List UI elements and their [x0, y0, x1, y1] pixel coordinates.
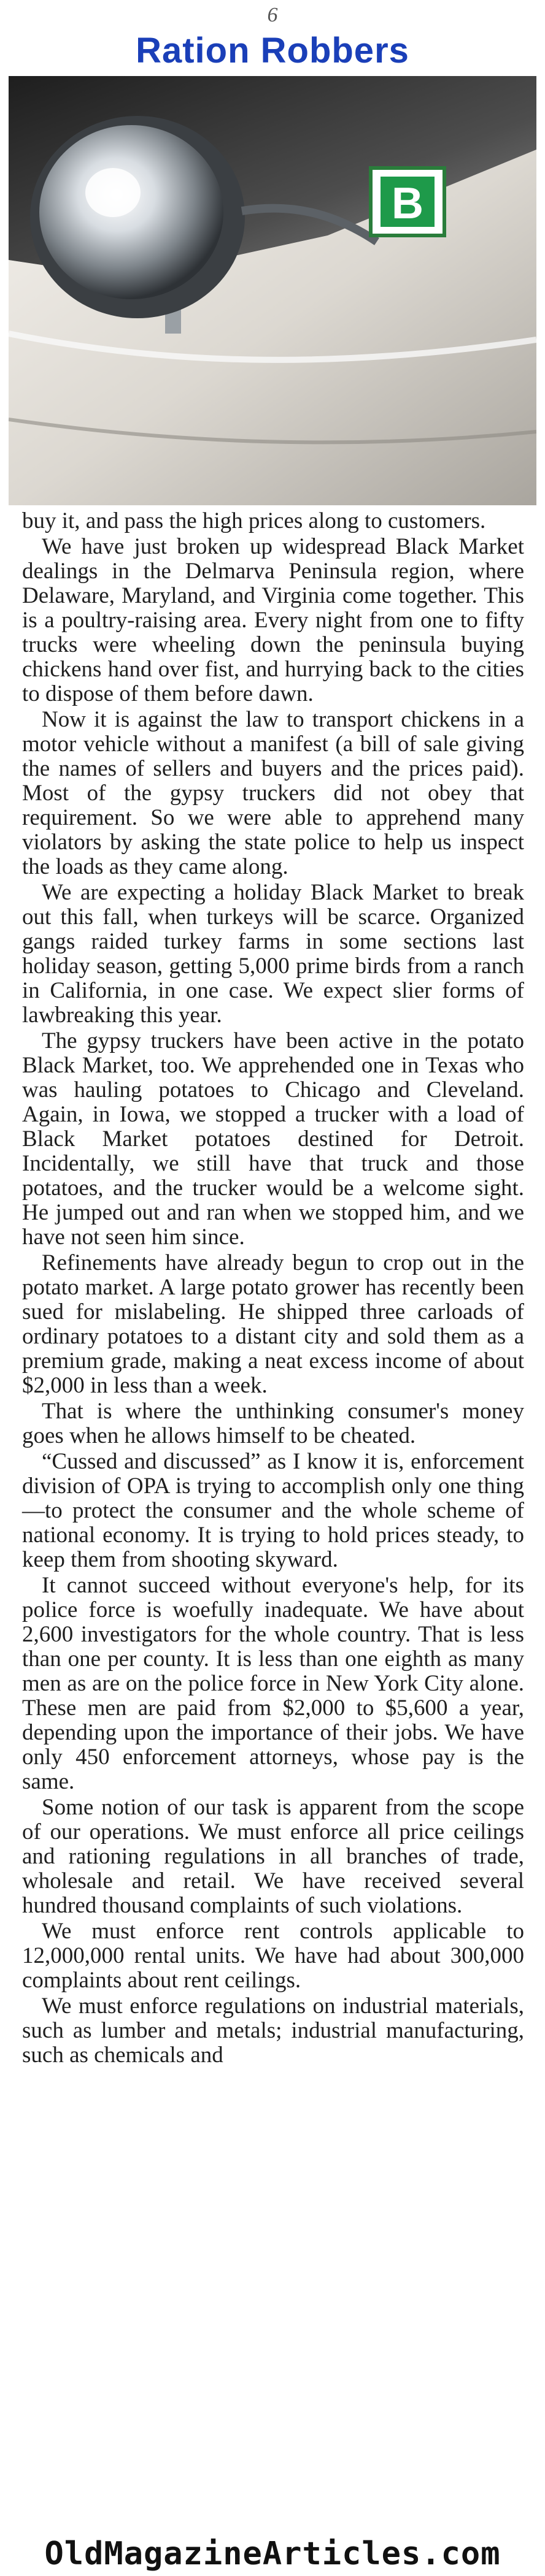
- article-paragraph: “Cussed and discussed” as I know it is, enforcement division of OPA is trying to accomplish only one thing—to protect the consumer and the whole scheme of national economy. It is trying to hold prices steady, to keep them from shooting skyward.: [22, 1449, 524, 1572]
- photo-illustration: [9, 76, 536, 505]
- page-number: 6: [267, 4, 278, 26]
- article-body: [22, 509, 524, 2069]
- article-paragraph: The gypsy truckers have been active in the potato Black Market, too. We apprehended one in Texas who was hauling potatoes to Chicago and Cleveland. Again, in Iowa, we stopped a trucker with a load of Black Market potatoes destined for Detroit. Incidentally, we still have that truck and those potatoes, and the trucker would be a welcome sight. He jumped out and ran when we stopped him, and we have not seen him since.: [22, 1028, 524, 1250]
- car-headlight-photo: [9, 76, 536, 505]
- article-paragraph: buy it, and pass the high prices along to customers.: [22, 508, 486, 533]
- sticker-letter: B: [392, 179, 423, 228]
- lamp-lens: [39, 125, 223, 299]
- article-paragraph: Some notion of our task is apparent from the scope of our operations. We must enforce all price ceilings and rationing regulations in all branches of trade, wholesale and retail. We have received several hundred thousand complaints of such violations.: [22, 1795, 524, 1918]
- article-paragraph: We must enforce regulations on industrial materials, such as lumber and metals; industrial manufacturing, such as chemicals and: [22, 1993, 524, 2068]
- site-footer[interactable]: OldMagazineArticles.com: [44, 2536, 501, 2572]
- article-paragraph: Now it is against the law to transport chickens in a motor vehicle without a manifest (a bill of sale giving the names of sellers and buyers and the prices paid). Most of the gypsy truckers did not obey that requirement. So we were able to apprehend many violators by asking the state police to help us inspect the loads as they came along.: [22, 707, 524, 879]
- article-paragraph: It cannot succeed without everyone's help, for its police force is woefully inadequate. We have about 2,600 investigators for the whole country. That is less than one per county. It is less than one eighth as many men as are on the police force in New York City alone. These men are paid from $2,000 to $5,600 a year, depending upon the importance of their jobs. We have only 450 enforcement attorneys, whose pay is the same.: [22, 1573, 524, 1794]
- article-paragraph: Refinements have already begun to crop out in the potato market. A large potato grower has recently been sued for mislabeling. He shipped three carloads of ordinary potatoes to a distant city and sold them as a premium grade, making a neat excess income of about $2,000 in less than a week.: [22, 1250, 524, 1398]
- article-paragraph: We must enforce rent controls applicable to 12,000,000 rental units. We have had about 300,000 complaints about rent ceilings.: [22, 1919, 524, 1993]
- article-paragraph: We are expecting a holiday Black Market to break out this fall, when turkeys will be scarce. Organized gangs raided turkey farms in some sections last holiday season, getting 5,000 prime birds from a ranch in California, in one case. We expect slier forms of lawbreaking this year.: [22, 880, 524, 1028]
- article-paragraph: That is where the unthinking consumer's money goes when he allows himself to be cheated.: [22, 1399, 524, 1448]
- article-paragraph: We have just broken up widespread Black Market dealings in the Delmarva Peninsula region, where Delaware, Maryland, and Virginia come together. This is a poultry-raising area. Every night from one to fifty trucks were wheeling down the peninsula buying chickens hand over fist, and hurrying back to the cities to dispose of them before dawn.: [22, 534, 524, 706]
- masthead-title: Ration Robbers: [136, 31, 409, 71]
